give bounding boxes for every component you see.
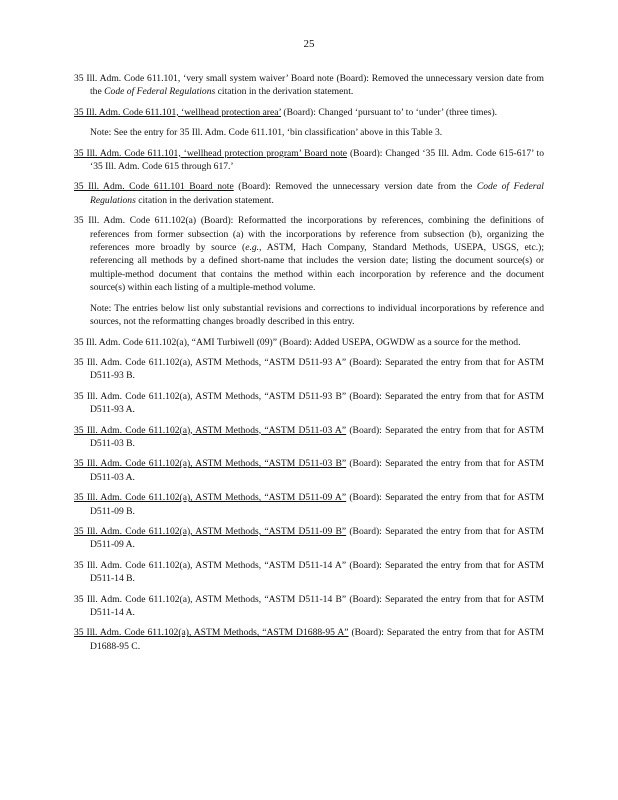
entry-text: (Board): Separated the entry from that for ASTM D511-09 B.	[90, 492, 545, 517]
amendment-entry	[74, 106, 544, 119]
amendment-entry	[74, 559, 544, 586]
entry-text: (Board): Removed the unnecessary version date from the	[233, 181, 477, 193]
entry-citation-underlined: 35 Ill. Adm. Code 611.102(a), ASTM Methods, “ASTM D511-09 A”	[74, 492, 347, 504]
entry-text: 35 Ill. Adm. Code 611.101, ‘very small system waiver’ Board note (Board): Removed the unnecessary version date from the	[74, 73, 544, 98]
note-paragraph	[74, 302, 544, 329]
amendment-entry	[74, 390, 544, 417]
entry-citation-underlined: 35 Ill. Adm. Code 611.102(a), ASTM Methods, “ASTM D511-03 B”	[74, 458, 347, 470]
entry-italic-text: e.g.	[245, 242, 260, 254]
entry-text: 35 Ill. Adm. Code 611.102(a), ASTM Methods, “ASTM D511-14 A” (Board): Separated the entry from that for ASTM D511-14 B.	[74, 559, 544, 585]
page-content	[74, 72, 544, 660]
amendment-entry	[74, 424, 544, 451]
entry-citation-underlined: 35 Ill. Adm. Code 611.102(a), ASTM Methods, “ASTM D511-03 A”	[74, 424, 347, 436]
note-text: Note: See the entry for 35 Ill. Adm. Code 611.101, ‘bin classification’ above in this Table 3.	[90, 127, 443, 139]
entry-citation-underlined: 35 Ill. Adm. Code 611.102(a), ASTM Methods, “ASTM D511-09 B”	[74, 525, 347, 537]
entry-text: (Board): Changed ‘pursuant to’ to ‘under’ (three times).	[281, 106, 498, 118]
amendment-entry	[74, 356, 544, 383]
entry-italic-text: Code of Federal Regulations	[104, 86, 216, 98]
entry-citation-underlined: 35 Ill. Adm. Code 611.101, ‘wellhead protection area’	[74, 106, 282, 118]
entry-text: 35 Ill. Adm. Code 611.102(a), “AMI Turbiwell (09)” (Board): Added USEPA, OGWDW as a source for the method.	[74, 336, 521, 348]
entry-text: (Board): Separated the entry from that for ASTM D511-03 A.	[90, 458, 545, 483]
note-text: Note: The entries below list only substantial revisions and corrections to individual incorporations by reference and sources, not the reformatting changes broadly described in this entry.	[90, 302, 544, 328]
entry-citation-underlined: 35 Ill. Adm. Code 611.101 Board note	[74, 181, 234, 193]
entry-text-continued: , ASTM, Hach Company, Standard Methods, USEPA, USGS, etc.); referencing all methods by a defined short-name that includes the version date; listing the document source(s) or multiple-method document that contains the method within each incorporation by reference and the document source(s) within each listing of a multiple-method volume.	[90, 242, 544, 294]
entry-text-continued: citation in the derivation statement.	[215, 86, 354, 98]
entry-text: 35 Ill. Adm. Code 611.102(a) (Board): Reformatted the incorporations by references, combining the definitions of references from former subsection (a) with the incorporations by reference from subsection (b), organizing the references more broadly by source (	[74, 215, 544, 254]
amendment-entry	[74, 180, 544, 207]
entry-text: (Board): Separated the entry from that for ASTM D1688-95 C.	[90, 627, 544, 652]
amendment-entry	[74, 214, 544, 294]
amendment-entry	[74, 336, 544, 349]
entry-text: 35 Ill. Adm. Code 611.102(a), ASTM Methods, “ASTM D511-14 B” (Board): Separated the entry from that for ASTM D511-14 A.	[74, 593, 544, 618]
entry-text: (Board): Separated the entry from that for ASTM D511-03 B.	[90, 424, 545, 449]
amendment-entry	[74, 491, 544, 518]
amendment-entry	[74, 72, 544, 99]
entry-italic-text: Code of Federal Regulations	[90, 181, 544, 206]
entry-citation-underlined: 35 Ill. Adm. Code 611.102(a), ASTM Methods, “ASTM D1688-95 A”	[74, 627, 349, 639]
amendment-entry	[74, 147, 544, 174]
entry-citation-underlined: 35 Ill. Adm. Code 611.101, ‘wellhead protection program’ Board note	[74, 147, 348, 159]
amendment-entry	[74, 593, 544, 620]
amendment-entry	[74, 626, 544, 653]
amendment-entry	[74, 457, 544, 484]
entry-text: 35 Ill. Adm. Code 611.102(a), ASTM Methods, “ASTM D511-93 B” (Board): Separated the entry from that for ASTM D511-93 A.	[74, 390, 544, 416]
page-number: 25	[303, 38, 315, 50]
entry-text: (Board): Changed ‘35 Ill. Adm. Code 615-617’ to ‘35 Ill. Adm. Code 615 through 617.’	[90, 147, 544, 173]
entry-text: 35 Ill. Adm. Code 611.102(a), ASTM Methods, “ASTM D511-93 A” (Board): Separated the entry from that for ASTM D511-93 B.	[74, 356, 544, 382]
entry-text: (Board): Separated the entry from that for ASTM D511-09 A.	[90, 525, 545, 551]
note-paragraph	[74, 126, 544, 139]
amendment-entry	[74, 525, 544, 552]
entry-text-continued: citation in the derivation statement.	[135, 194, 274, 206]
